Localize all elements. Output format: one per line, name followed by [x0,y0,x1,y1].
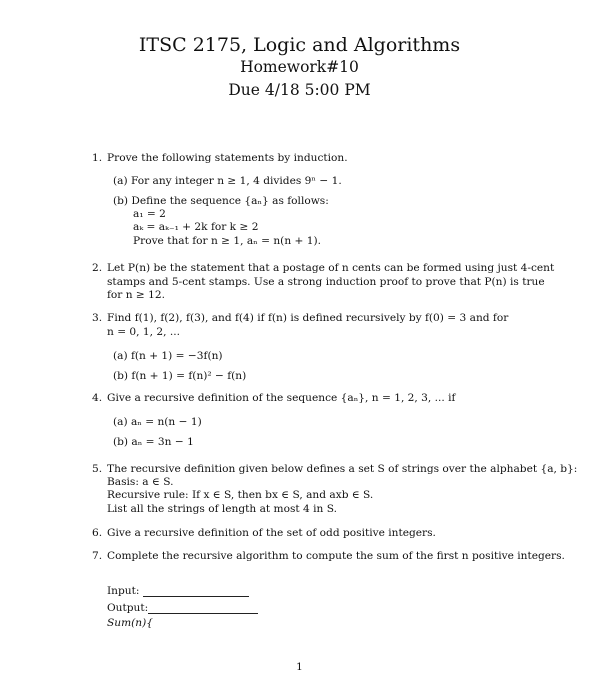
problem-2-line1: Let P(n) be the statement that a postage of n cents can be formed using just 4-cent [107,262,555,274]
problem-5-number: 5. [92,463,103,475]
problem-7-number: 7. [92,550,103,562]
problem-3-line1: Find f(1), f(2), f(3), and f(4) if f(n) is defined recursively by f(0) = 3 and for [107,312,509,324]
input-label: Input: [107,585,140,597]
problem-5-basis: Basis: a ∈ S. [107,476,174,488]
due-date: Due 4/18 5:00 PM [228,81,371,99]
sum-function-header: Sum(n){ [107,617,153,629]
problem-3a: (a) f(n + 1) = −3f(n) [113,350,223,362]
problem-1b-line3: Prove that for n ≥ 1, aₙ = n(n + 1). [133,235,321,247]
problem-1b-line1: a₁ = 2 [133,208,166,220]
problem-6-number: 6. [92,527,103,539]
output-label: Output: [107,602,149,614]
problem-4-number: 4. [92,392,103,404]
problem-1-number: 1. [92,152,103,164]
problem-2-line2: stamps and 5-cent stamps. Use a strong induction proof to prove that P(n) is true [107,276,545,288]
problem-5-task: List all the strings of length at most 4 in S. [107,503,337,515]
problem-5-rule: Recursive rule: If x ∈ S, then bx ∈ S, and axb ∈ S. [107,489,374,501]
problem-2-number: 2. [92,262,103,274]
page-title: ITSC 2175, Logic and Algorithms [138,34,461,56]
problem-4-text: Give a recursive definition of the sequence {aₙ}, n = 1, 2, 3, ... if [107,392,456,404]
problem-4b: (b) aₙ = 3n − 1 [113,436,194,448]
problem-2-line3: for n ≥ 12. [107,289,166,301]
homework-number: Homework#10 [240,58,359,76]
input-blank-line [143,596,249,597]
problem-5-line1: The recursive definition given below defines a set S of strings over the alphabet {a, b}: [107,463,578,475]
page-number: 1 [296,661,303,673]
problem-4a: (a) aₙ = n(n − 1) [113,416,202,428]
problem-1-text: Prove the following statements by induction. [107,152,348,164]
problem-1a: (a) For any integer n ≥ 1, 4 divides 9ⁿ − 1. [113,175,342,187]
output-blank-line [148,613,258,614]
problem-3-number: 3. [92,312,103,324]
problem-3-line2: n = 0, 1, 2, ... [107,326,180,338]
problem-1b: (b) Define the sequence {aₙ} as follows: [113,195,329,207]
problem-1b-line2: aₖ = aₖ₋₁ + 2k for k ≥ 2 [133,221,259,233]
problem-7-text: Complete the recursive algorithm to compute the sum of the first n positive integers. [107,550,565,562]
problem-3b: (b) f(n + 1) = f(n)² − f(n) [113,370,247,382]
problem-6-text: Give a recursive definition of the set of odd positive integers. [107,527,436,539]
